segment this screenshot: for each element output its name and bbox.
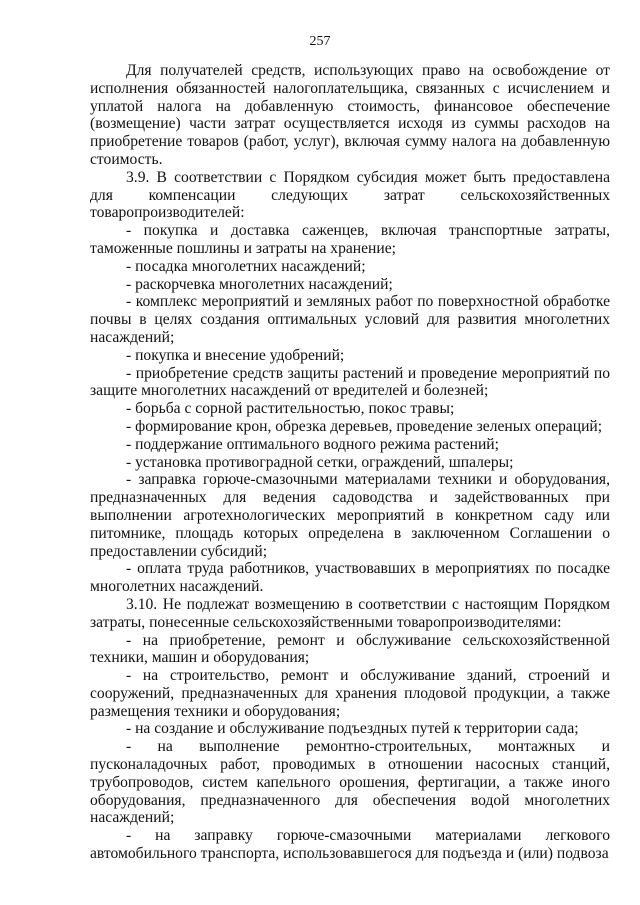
- document-body: [90, 62, 610, 863]
- list-item: - посадка многолетних насаждений;: [126, 257, 366, 275]
- page-number: 257: [309, 34, 331, 49]
- list-item: - приобретение средств защиты растений и проведение мероприятий по защите многолетних насаждений от вредителей и болезней;: [90, 364, 610, 400]
- list-item: - оплата труда работников, участвовавших в мероприятиях по посадке многолетних насаждений.: [90, 560, 610, 596]
- list-item: - на строительство, ремонт и обслуживание зданий, строений и сооружений, предназначенных для хранения плодовой продукции, а также размещения техники и оборудования;: [90, 667, 610, 720]
- list-item: - на создание и обслуживание подъездных путей к территории сада;: [126, 720, 579, 738]
- list-item: - заправка горюче-смазочными материалами техники и оборудования, предназначенных для ведения садоводства и задействованных при выполнении агротехнологических мероприятий в конкретном саду или питомнике, площадь которых определена в заключенном Соглашении о предоставлении субсидий;: [90, 471, 610, 560]
- list-item: - раскорчевка многолетних насаждений;: [126, 275, 393, 293]
- list-item: - поддержание оптимального водного режима растений;: [126, 435, 499, 453]
- list-item: - на заправку горюче-смазочными материалами легкового автомобильного транспорта, использовавшегося для подъезда и (или) подвоза: [90, 827, 610, 863]
- list-item: - на выполнение ремонтно-строительных, монтажных и пусконаладочных работ, проводимых в отношении насосных станций, трубопроводов, систем капельного орошения, фертигации, а также иного оборудования, предназначенного для обеспечения водой многолетних насаждений;: [90, 738, 610, 827]
- section-3-9: 3.9. В соответствии с Порядком субсидия может быть предоставлена для компенсации следующих затрат сельскохозяйственных товаропроизводителей:: [90, 168, 610, 222]
- list-item: - покупка и доставка саженцев, включая транспортные затраты, таможенные пошлины и затраты на хранение;: [90, 222, 610, 257]
- paragraph: Для получателей средств, использующих право на освобождение от исполнения обязанностей налогоплательщика, связанных с исчислением и уплатой налога на добавленную стоимость, финансовое обеспечение (возмещение) части затрат осуществляется исходя из суммы расходов на приобретение товаров (работ, услуг), включая сумму налога на добавленную стоимость.: [90, 62, 610, 168]
- list-item: - на приобретение, ремонт и обслуживание сельскохозяйственной техники, машин и оборудования;: [90, 631, 610, 667]
- list-item: - покупка и внесение удобрений;: [126, 346, 345, 364]
- list-item: - формирование крон, обрезка деревьев, проведение зеленых операций;: [126, 417, 603, 435]
- list-item: - комплекс мероприятий и земляных работ по поверхностной обработке почвы в целях создания оптимальных условий для развития многолетних насаждений;: [90, 293, 610, 346]
- list-item: - борьба с сорной растительностью, покос травы;: [126, 400, 455, 418]
- list-item: - установка противоградной сетки, ограждений, шпалеры;: [126, 453, 514, 471]
- section-3-10: 3.10. Не подлежат возмещению в соответствии с настоящим Порядком затраты, понесенные сельскохозяйственными товаропроизводителями:: [90, 595, 610, 631]
